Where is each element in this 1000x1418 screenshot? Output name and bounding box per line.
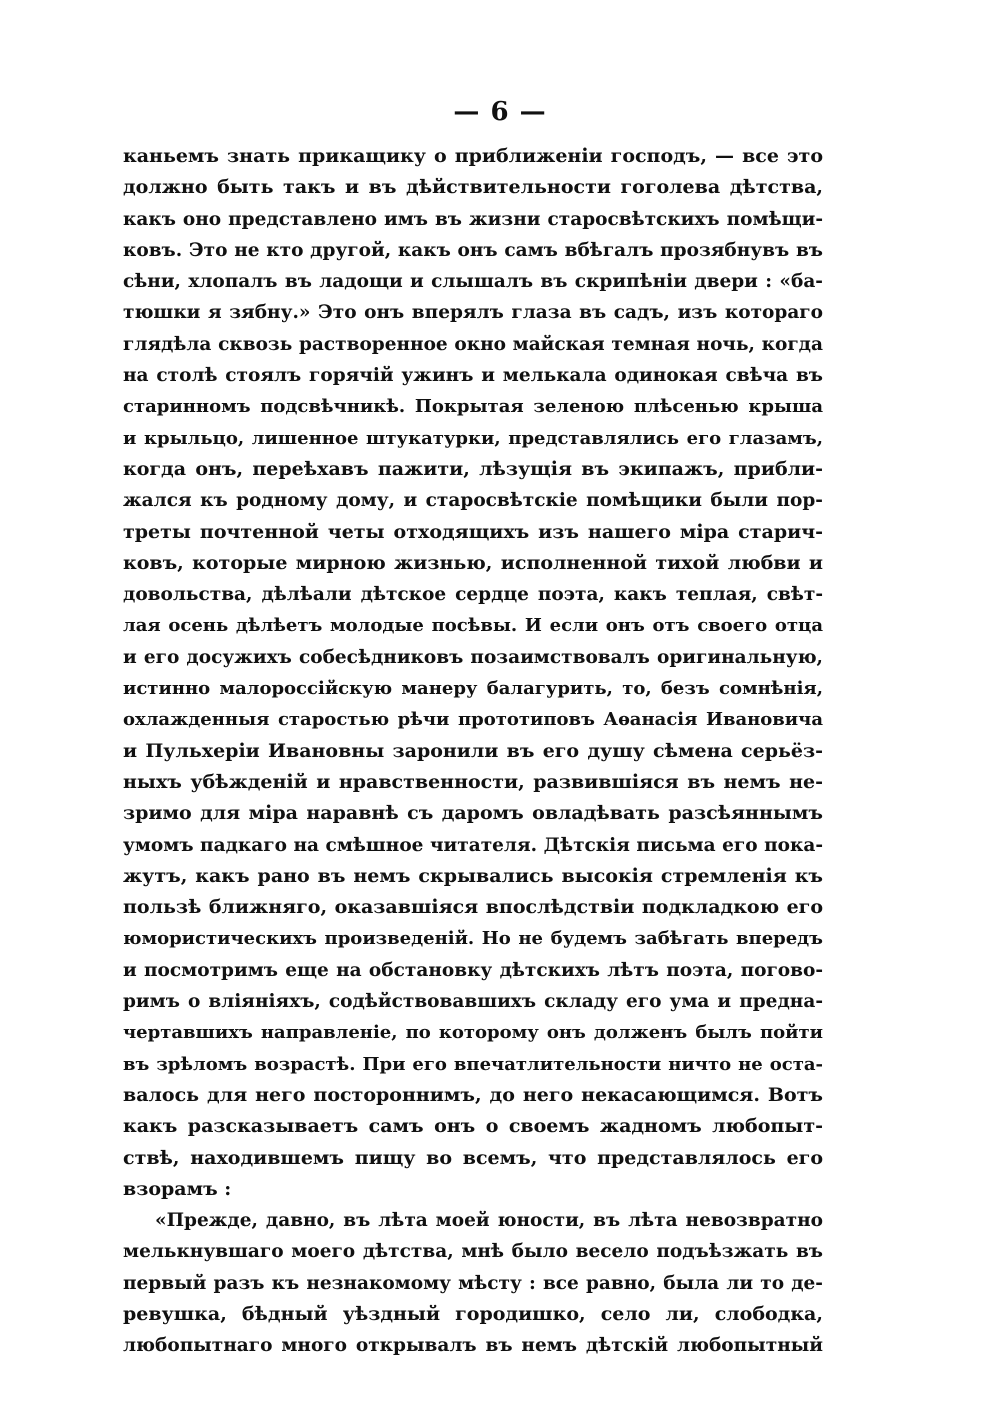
text-line: пользѣ ближняго, оказавшіяся впослѣдствіи подкладкою его [123,896,823,919]
text-line: какъ оно представлено имъ въ жизни старосвѣтскихъ помѣщи- [123,208,823,230]
text-line: и посмотримъ еще на обстановку дѣтскихъ лѣтъ поэта, погово- [123,959,823,981]
text-line: римъ о вліяніяхъ, содѣйствовавшихъ складу его ума и предна- [123,991,823,1013]
text-line: «Прежде, давно, въ лѣта моей юности, въ лѣта невозвратно [155,1210,823,1232]
text-line: юмористическихъ произведеній. Но не будемъ забѣгать впередъ [123,928,823,950]
text-line: чертавшихъ направленіе, по которому онъ долженъ былъ пойти [123,1022,823,1044]
text-line: довольства, дѣлѣали дѣтское сердце поэта, какъ теплая, свѣт- [123,584,823,606]
text-line: когда онъ, переѣхавъ пажити, лѣзущія въ экипажъ, прибли- [123,457,823,480]
text-line: и Пульхеріи Ивановны заронили въ его душу сѣмена серьёз- [123,739,823,762]
text-line: ковъ. Это не кто другой, какъ онъ самъ вбѣгалъ прозябнувъ въ [123,239,823,261]
text-line: охлажденныя старостью рѣчи прототиповъ Аѳанасія Ивановича [123,709,823,731]
text-line: умомъ падкаго на смѣшное читателя. Дѣтскія письма его пока- [123,834,823,856]
text-line: глядѣла сквозь растворенное окно майская темная ночь, когда [123,333,823,355]
text-line: взорамъ : [123,1177,232,1200]
text-line: каньемъ знать прикащику о приближеніи господъ, — все это [123,145,823,167]
text-line: тюшки я зябну.» Это онъ вперялъ глаза въ садъ, изъ котораго [123,302,823,324]
text-line: истинно малороссійскую манеру балагурить, то, безъ сомнѣнія, [123,678,823,700]
text-line: и его досужихъ собесѣдниковъ позаимствовалъ оригинальную, [123,646,823,668]
text-line: любопытнаго много открывалъ въ немъ дѣтскій любопытный [123,1335,823,1357]
text-line: ревушка, бѣдный уѣздный городишко, село ли, слободка, [123,1302,823,1325]
text-line: и крыльцо, лишенное штукатурки, представлялись его глазамъ, [123,427,823,449]
text-line: валось для него постороннимъ, до него некасающимся. Вотъ [123,1083,823,1106]
text-line: старинномъ подсвѣчникѣ. Покрытая зеленою плѣсенью крыша [123,396,823,418]
text-line: въ зрѣломъ возрастѣ. При его впечатлительности ничто не оста- [123,1053,823,1075]
text-line: ныхъ убѣжденій и нравственности, развившіяся въ немъ не- [123,770,823,793]
text-line: треты почтенной четы отходящихъ изъ нашего міра старич- [123,520,823,543]
body-text [123,141,823,1362]
text-line: какъ разсказываетъ самъ онъ о своемъ жадномъ любопыт- [123,1115,823,1138]
text-line: лая осень дѣлѣетъ молодые посѣвы. И если онъ отъ своего отца [123,615,823,637]
text-line: на столѣ стоялъ горячій ужинъ и мелькала одинокая свѣча въ [123,365,823,387]
text-line: первый разъ къ незнакомому мѣсту : все равно, была ли то де- [123,1272,823,1294]
text-line: ствѣ, находившемъ пищу во всемъ, что представлялось его [123,1146,823,1169]
text-line: жался къ родному дому, и старосвѣтскіе помѣщики были пор- [123,490,823,512]
page-number: — 6 — [453,97,547,127]
text-line: ковъ, которые мирною жизнью, исполненной тихой любви и [123,551,823,574]
text-line: зримо для міра наравнѣ съ даромъ овладѣвать разсѣяннымъ [123,802,823,825]
text-line: мелькнувшаго моего дѣтства, мнѣ было весело подъѣзжать въ [123,1241,823,1263]
text-line: сѣни, хлопалъ въ ладощи и слышалъ въ скрипѣніи двери : «ба- [123,271,823,293]
text-line: должно быть такъ и въ дѣйствительности гоголева дѣтства, [123,176,823,199]
text-line: жутъ, какъ рано въ немъ скрывались высокія стремленія къ [123,864,823,887]
